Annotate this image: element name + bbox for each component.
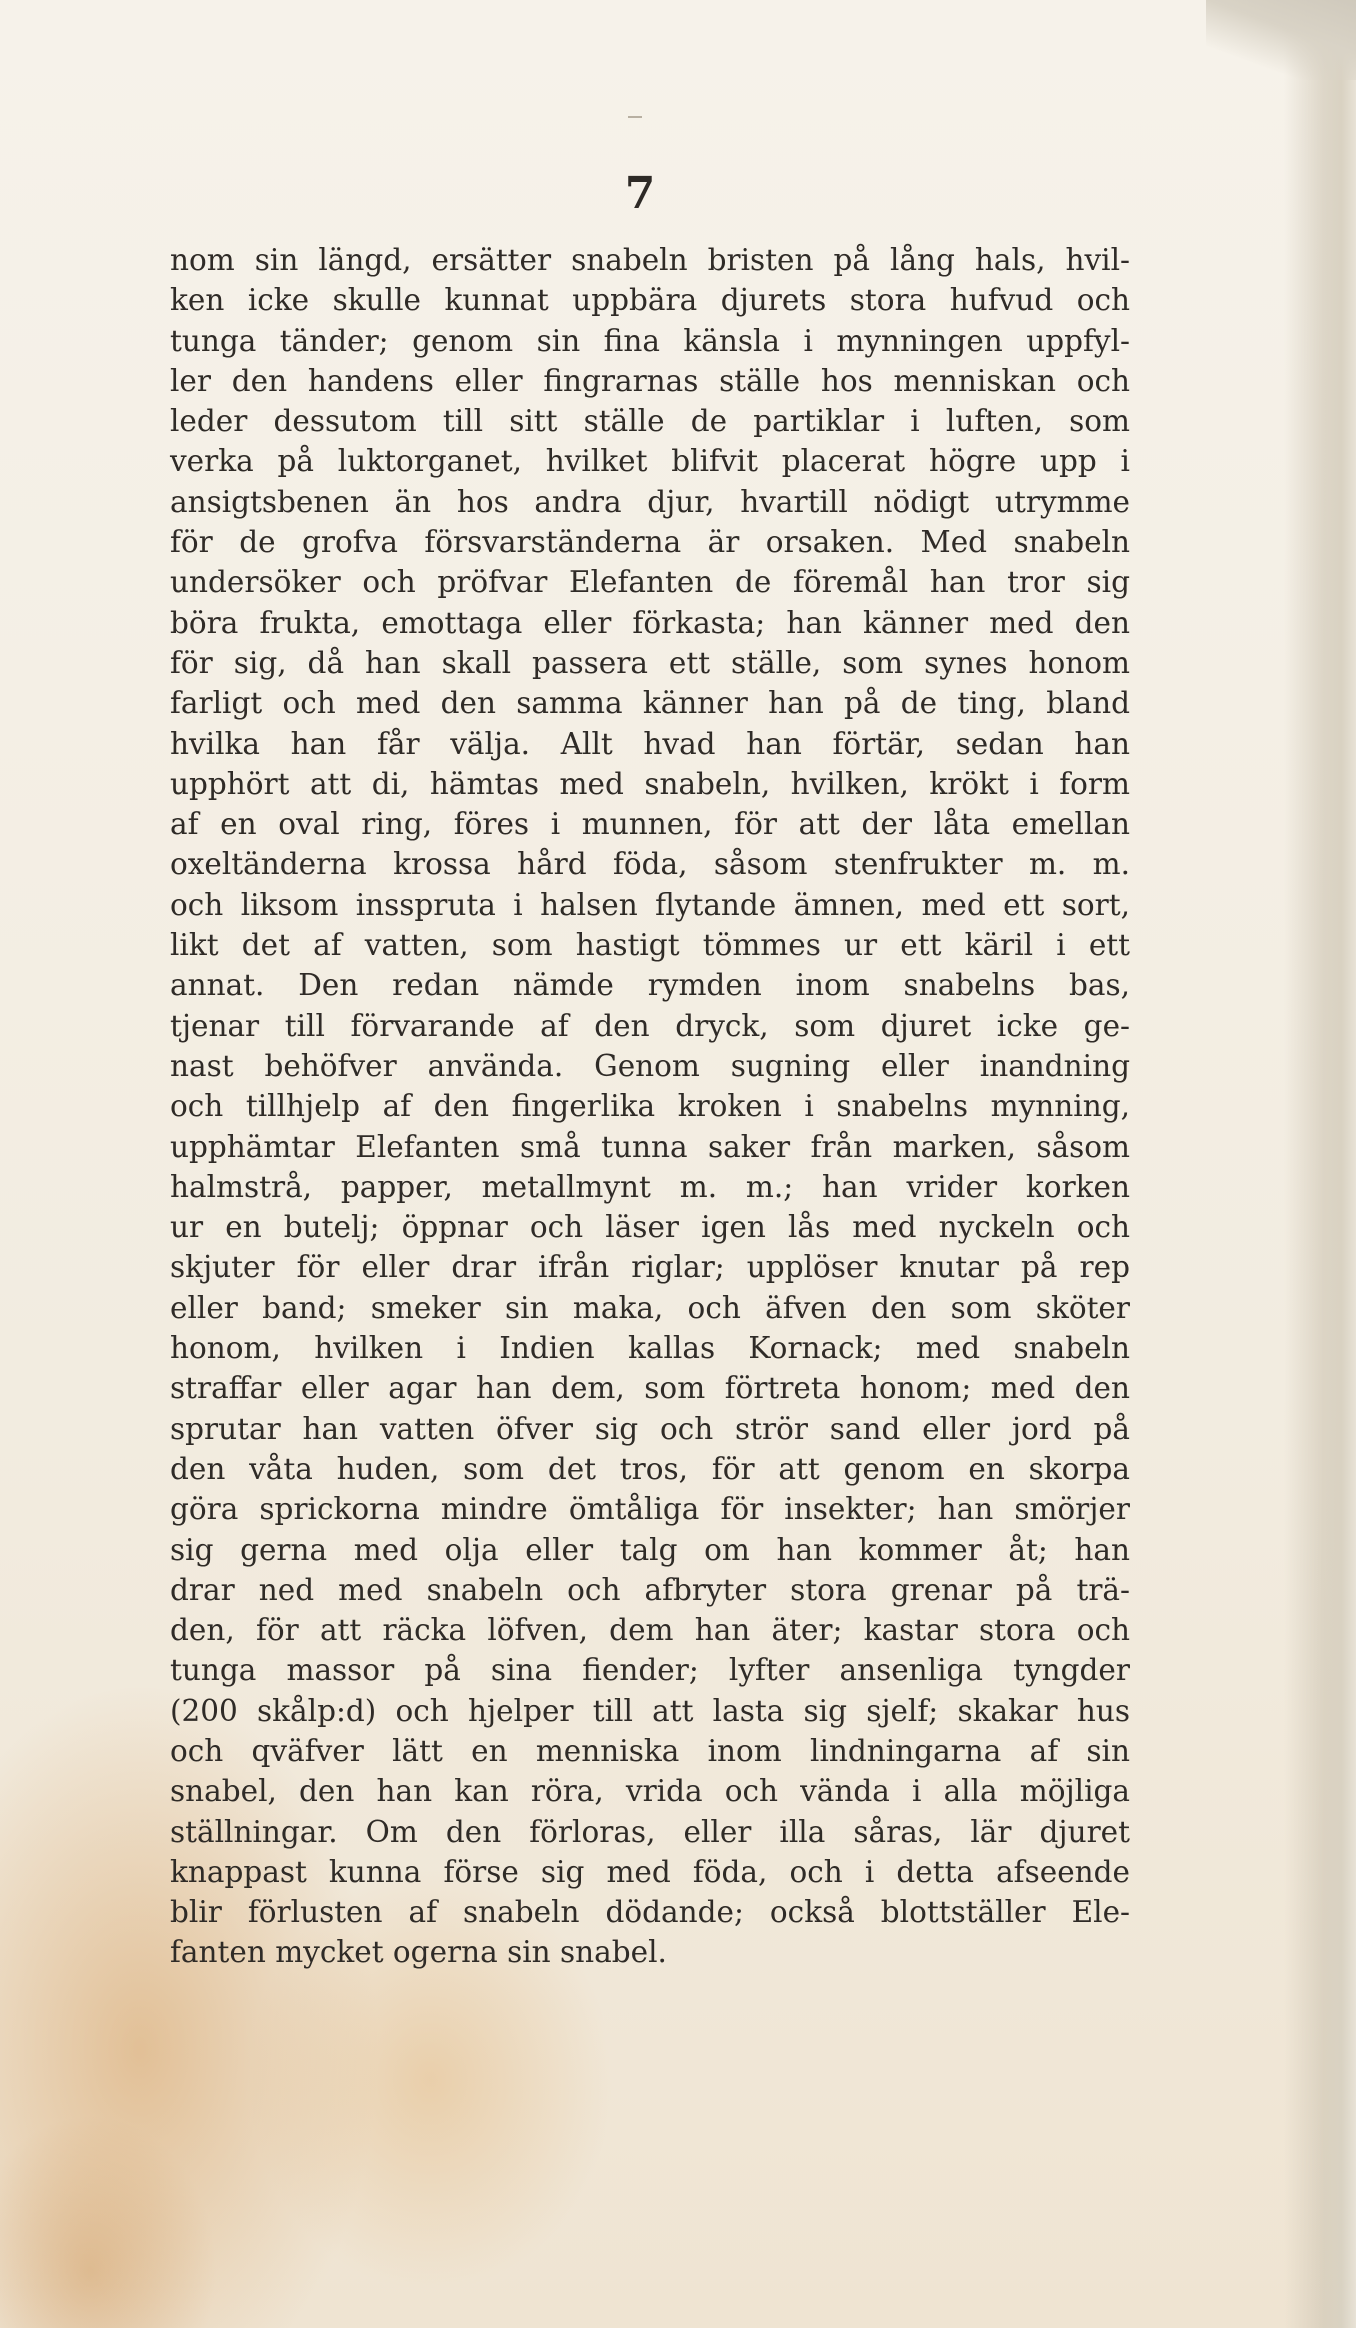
text-line: likt det af vatten, som hastigt tömmes ur ett käril i ett — [170, 928, 1130, 963]
text-line: hvilka han får välja. Allt hvad han förtär, sedan han — [170, 726, 1130, 761]
page-corner-crease — [1206, 0, 1356, 80]
text-line: knappast kunna förse sig med föda, och i detta afseende — [170, 1854, 1130, 1889]
text-line: annat. Den redan nämde rymden inom snabelns bas, — [170, 968, 1130, 1003]
text-line: ken icke skulle kunnat uppbära djurets stora hufvud och — [170, 283, 1130, 318]
text-line: fanten mycket ogerna sin snabel. — [170, 1935, 667, 1970]
text-line: ansigtsbenen än hos andra djur, hvartill nödigt utrymme — [170, 484, 1130, 519]
text-line: ur en butelj; öppnar och läser igen lås med nyckeln och — [170, 1210, 1130, 1245]
text-line: halmstrå, papper, metallmynt m. m.; han vrider korken — [170, 1169, 1130, 1204]
text-line: sprutar han vatten öfver sig och strör sand eller jord på — [170, 1411, 1130, 1446]
text-line: farligt och med den samma känner han på de ting, bland — [170, 686, 1130, 721]
text-line: blir förlusten af snabeln dödande; också blottställer Ele- — [170, 1895, 1130, 1930]
text-line: tunga tänder; genom sin fina känsla i mynningen uppfyl- — [170, 323, 1130, 358]
text-line: snabel, den han kan röra, vrida och vända i alla möjliga — [170, 1774, 1130, 1809]
text-line: oxeltänderna krossa hård föda, såsom stenfrukter m. m. — [170, 847, 1130, 882]
text-line: undersöker och pröfvar Elefanten de föremål han tror sig — [170, 565, 1130, 600]
text-line: göra sprickorna mindre ömtåliga för insekter; han smörjer — [170, 1492, 1130, 1527]
text-line: verka på luktorganet, hvilket blifvit placerat högre upp i — [170, 444, 1130, 479]
header-mark — [628, 116, 642, 118]
text-line: leder dessutom till sitt ställe de partiklar i luften, som — [170, 404, 1130, 439]
text-line: tunga massor på sina fiender; lyfter ansenliga tyngder — [170, 1653, 1130, 1688]
text-line: straffar eller agar han dem, som förtreta honom; med den — [170, 1371, 1130, 1406]
text-line: för sig, då han skall passera ett ställe, som synes honom — [170, 645, 1130, 680]
text-line: upphört att di, hämtas med snabeln, hvilken, krökt i form — [170, 766, 1130, 801]
text-line: ställningar. Om den förloras, eller illa såras, lär djuret — [170, 1814, 1130, 1849]
text-line: för de grofva försvarständerna är orsaken. Med snabeln — [170, 525, 1130, 560]
text-line: skjuter för eller drar ifrån riglar; upplöser knutar på rep — [170, 1250, 1130, 1285]
text-line: drar ned med snabeln och afbryter stora grenar på trä- — [170, 1572, 1130, 1607]
text-line: ler den handens eller fingrarnas ställe hos menniskan och — [170, 363, 1130, 398]
text-line: den våta huden, som det tros, för att genom en skorpa — [170, 1451, 1130, 1486]
text-line: af en oval ring, föres i munnen, för att der låta emellan — [170, 807, 1130, 842]
text-line: sig gerna med olja eller talg om han kommer åt; han — [170, 1532, 1130, 1567]
text-line: och tillhjelp af den fingerlika kroken i snabelns mynning, — [170, 1089, 1130, 1124]
text-line: nom sin längd, ersätter snabeln bristen på lång hals, hvil- — [170, 243, 1130, 277]
text-line: den, för att räcka löfven, dem han äter; kastar stora och — [170, 1613, 1130, 1648]
body-text — [170, 240, 1130, 1973]
page-fold-shadow — [1284, 0, 1356, 2328]
text-line: och qväfver lätt en menniska inom lindningarna af sin — [170, 1733, 1130, 1768]
text-line: och liksom insspruta i halsen flytande ämnen, med ett sort, — [170, 887, 1130, 922]
text-line: honom, hvilken i Indien kallas Kornack; med snabeln — [170, 1331, 1130, 1366]
text-line: böra frukta, emottaga eller förkasta; han känner med den — [170, 605, 1130, 640]
text-line: upphämtar Elefanten små tunna saker från marken, såsom — [170, 1129, 1130, 1164]
text-line: eller band; smeker sin maka, och äfven den som sköter — [170, 1290, 1130, 1325]
text-line: (200 skålp:d) och hjelper till att lasta sig sjelf; skakar hus — [170, 1693, 1130, 1728]
text-line: nast behöfver använda. Genom sugning eller inandning — [170, 1048, 1130, 1083]
text-line: tjenar till förvarande af den dryck, som djuret icke ge- — [170, 1008, 1130, 1043]
page-number: 7 — [624, 168, 656, 219]
